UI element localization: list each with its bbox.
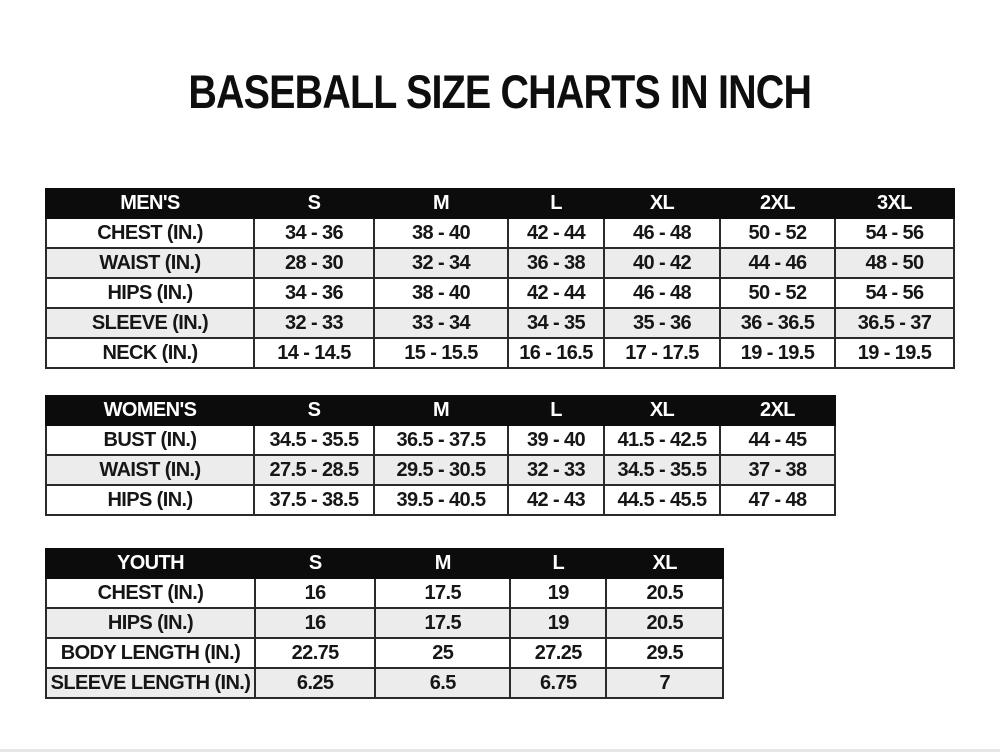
size-column-header: XL [604, 396, 720, 425]
size-value: 54 - 56 [835, 218, 954, 248]
table-row [46, 308, 954, 338]
size-value: 6.5 [375, 668, 510, 698]
size-value: 32 - 34 [374, 248, 508, 278]
row-label: HIPS (IN.) [46, 485, 254, 515]
row-label: CHEST (IN.) [46, 578, 255, 608]
page-title [0, 0, 1000, 116]
page-title-text: BASEBALL SIZE CHARTS IN INCH [188, 65, 812, 118]
size-value: 42 - 43 [508, 485, 604, 515]
size-value: 34 - 36 [254, 218, 374, 248]
size-value: 42 - 44 [508, 278, 604, 308]
size-value: 16 - 16.5 [508, 338, 604, 368]
table-row [46, 608, 723, 638]
size-column-header: 3XL [835, 189, 954, 218]
group-header: WOMEN'S [46, 396, 254, 425]
size-column-header: M [374, 396, 508, 425]
table-row [46, 638, 723, 668]
size-column-header: M [374, 189, 508, 218]
size-value: 46 - 48 [604, 278, 720, 308]
size-value: 15 - 15.5 [374, 338, 508, 368]
size-value: 42 - 44 [508, 218, 604, 248]
size-tables-section [0, 116, 1000, 699]
size-value: 7 [606, 668, 723, 698]
size-value: 34 - 36 [254, 278, 374, 308]
table-row [46, 485, 835, 515]
size-column-header: XL [604, 189, 720, 218]
size-value: 37 - 38 [720, 455, 835, 485]
mens-size-table [45, 188, 955, 369]
youth-size-table-slot [45, 548, 1000, 699]
row-label: BUST (IN.) [46, 425, 254, 455]
table-row [46, 248, 954, 278]
size-value: 19 [510, 578, 606, 608]
size-value: 54 - 56 [835, 278, 954, 308]
size-value: 25 [375, 638, 510, 668]
size-column-header: 2XL [720, 396, 835, 425]
table-row [46, 218, 954, 248]
size-value: 29.5 - 30.5 [374, 455, 508, 485]
size-value: 41.5 - 42.5 [604, 425, 720, 455]
womens-size-table [45, 395, 836, 516]
size-value: 22.75 [255, 638, 376, 668]
size-value: 39 - 40 [508, 425, 604, 455]
header-row [46, 189, 954, 218]
row-label: HIPS (IN.) [46, 278, 254, 308]
size-column-header: S [255, 549, 376, 578]
mens-size-table-slot [45, 188, 1000, 369]
size-value: 38 - 40 [374, 218, 508, 248]
table-row [46, 455, 835, 485]
size-value: 27.25 [510, 638, 606, 668]
size-value: 39.5 - 40.5 [374, 485, 508, 515]
table-row [46, 425, 835, 455]
size-value: 34.5 - 35.5 [604, 455, 720, 485]
size-value: 16 [255, 578, 376, 608]
table-row [46, 578, 723, 608]
size-value: 20.5 [606, 608, 723, 638]
table-row [46, 668, 723, 698]
size-value: 44 - 46 [720, 248, 835, 278]
header-row [46, 549, 723, 578]
youth-size-table [45, 548, 724, 699]
size-value: 33 - 34 [374, 308, 508, 338]
size-value: 44 - 45 [720, 425, 835, 455]
size-column-header: S [254, 396, 374, 425]
size-column-header: XL [606, 549, 723, 578]
group-header: MEN'S [46, 189, 254, 218]
size-column-header: M [375, 549, 510, 578]
size-value: 36 - 36.5 [720, 308, 835, 338]
size-value: 20.5 [606, 578, 723, 608]
size-column-header: L [508, 189, 604, 218]
row-label: SLEEVE (IN.) [46, 308, 254, 338]
size-column-header: 2XL [720, 189, 835, 218]
table-row [46, 338, 954, 368]
size-column-header: L [508, 396, 604, 425]
size-value: 35 - 36 [604, 308, 720, 338]
group-header: YOUTH [46, 549, 255, 578]
size-value: 17.5 [375, 608, 510, 638]
header-row [46, 396, 835, 425]
size-column-header: S [254, 189, 374, 218]
size-value: 50 - 52 [720, 218, 835, 248]
size-value: 27.5 - 28.5 [254, 455, 374, 485]
size-value: 32 - 33 [254, 308, 374, 338]
size-value: 19 [510, 608, 606, 638]
size-value: 38 - 40 [374, 278, 508, 308]
size-value: 16 [255, 608, 376, 638]
size-value: 14 - 14.5 [254, 338, 374, 368]
size-value: 32 - 33 [508, 455, 604, 485]
womens-size-table-slot [45, 395, 1000, 516]
size-value: 17 - 17.5 [604, 338, 720, 368]
size-value: 36 - 38 [508, 248, 604, 278]
size-column-header: L [510, 549, 606, 578]
size-value: 36.5 - 37 [835, 308, 954, 338]
size-value: 46 - 48 [604, 218, 720, 248]
row-label: CHEST (IN.) [46, 218, 254, 248]
row-label: WAIST (IN.) [46, 248, 254, 278]
row-label: HIPS (IN.) [46, 608, 255, 638]
size-value: 6.25 [255, 668, 376, 698]
size-value: 44.5 - 45.5 [604, 485, 720, 515]
size-value: 19 - 19.5 [720, 338, 835, 368]
size-value: 34.5 - 35.5 [254, 425, 374, 455]
size-value: 34 - 35 [508, 308, 604, 338]
table-row [46, 278, 954, 308]
size-value: 17.5 [375, 578, 510, 608]
row-label: WAIST (IN.) [46, 455, 254, 485]
size-value: 37.5 - 38.5 [254, 485, 374, 515]
row-label: BODY LENGTH (IN.) [46, 638, 255, 668]
size-value: 47 - 48 [720, 485, 835, 515]
row-label: NECK (IN.) [46, 338, 254, 368]
size-value: 36.5 - 37.5 [374, 425, 508, 455]
row-label: SLEEVE LENGTH (IN.) [46, 668, 255, 698]
size-value: 29.5 [606, 638, 723, 668]
size-value: 40 - 42 [604, 248, 720, 278]
size-value: 19 - 19.5 [835, 338, 954, 368]
size-value: 28 - 30 [254, 248, 374, 278]
size-value: 6.75 [510, 668, 606, 698]
size-value: 48 - 50 [835, 248, 954, 278]
size-value: 50 - 52 [720, 278, 835, 308]
